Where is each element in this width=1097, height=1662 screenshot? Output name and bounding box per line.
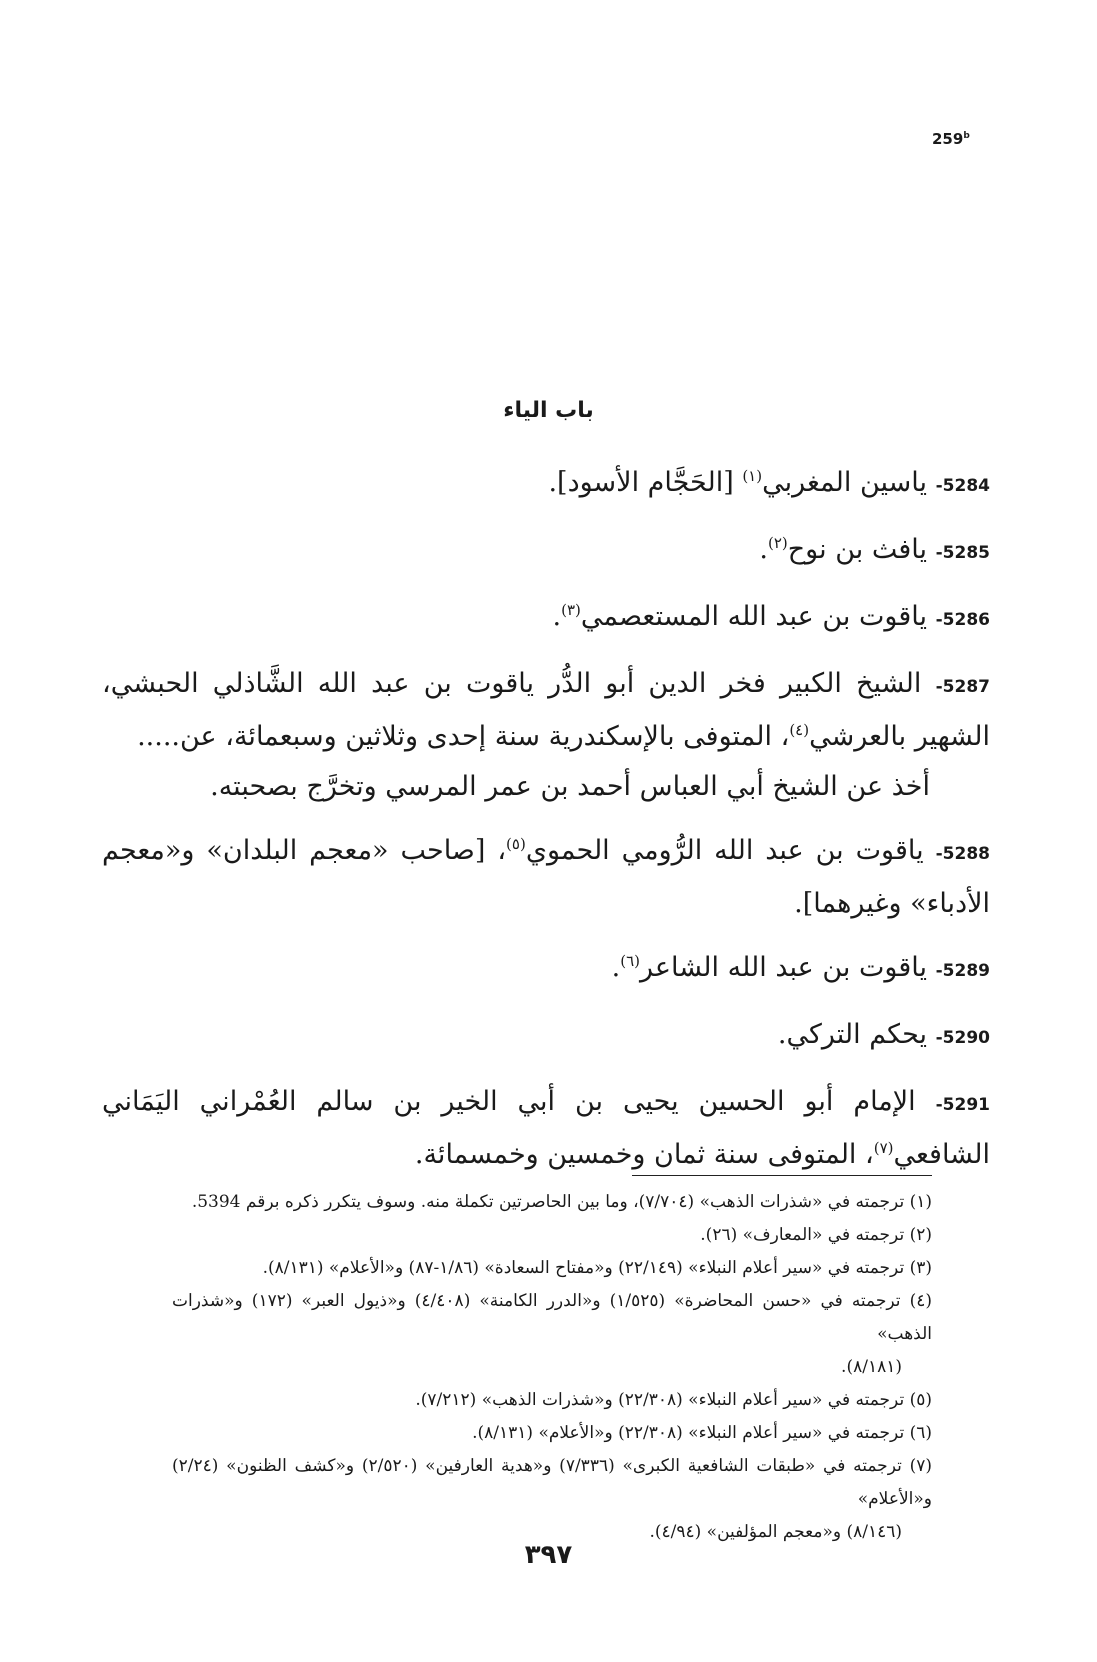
footnote-ref: (٢) [767, 534, 788, 552]
entry-number: 5289- [935, 961, 990, 981]
footnote-divider [632, 1175, 932, 1176]
footnote [172, 1384, 932, 1417]
entry-number: 5288- [935, 844, 990, 864]
footnote-text: (١) ترجمته في «شذرات الذهب» (٧/٧٠٤)، وما بين الحاصرتين تكملة منه. وسوف يتكرر ذكره برقم 5394. [191, 1192, 932, 1212]
entry-text-after: ، [صاحب «معجم البلدان» و«معجم الأدباء» وغيرهما]. [102, 835, 990, 919]
entry [102, 458, 990, 511]
entry-text: ياقوت بن عبد الله الشاعر [639, 952, 936, 983]
footnote-ref: (٥) [506, 835, 526, 853]
footnote [172, 1186, 932, 1219]
entry-number: 5287- [935, 677, 990, 697]
entry-text-after: [الحَجَّام الأسود]. [548, 467, 743, 498]
entry [102, 659, 990, 812]
entry-text: الإمام أبو الحسين يحيى بن أبي الخير بن سالم العُمْراني اليَمَاني الشافعي [102, 1086, 990, 1170]
entry-number: 5290- [935, 1028, 990, 1048]
footnote-ref: (٧) [873, 1139, 894, 1157]
entry-continuation: أخذ عن الشيخ أبي العباس أحمد بن عمر المرسي وتخرَّج بصحبته. [210, 771, 930, 802]
page-number: ٣٩٧ [524, 1540, 573, 1570]
entries-list [102, 458, 990, 1194]
footnote-text: (٢) ترجمته في «المعارف» (٢٦). [700, 1225, 932, 1245]
footnotes [172, 1186, 932, 1549]
footnote [172, 1417, 932, 1450]
entry [102, 943, 990, 996]
entry [102, 1077, 990, 1180]
entry-text: ياسين المغربي [762, 467, 936, 498]
entry-text-after: ، المتوفى بالإسكندرية سنة إحدى وثلاثين وسبعمائة، عن..... [137, 721, 790, 752]
entry-text-after: ، المتوفى سنة ثمان وخمسين وخمسمائة. [414, 1139, 874, 1170]
footnote-text: (٧) ترجمته في «طبقات الشافعية الكبرى» (٧/٣٣٦) و«هدية العارفين» (٢/٥٢٠) و«كشف الظنون» (٢/٢٤) و«الأعلام» [172, 1456, 932, 1509]
entry-number: 5285- [935, 543, 990, 563]
entry [102, 826, 990, 929]
footnote-text: (٣) ترجمته في «سير أعلام النبلاء» (٢٢/١٤٩) و«مفتاح السعادة» (١/٨٦-٨٧) و«الأعلام» (٨/١٣١). [262, 1258, 932, 1278]
footnote-ref: (٤) [789, 721, 810, 739]
footnote-text: (٥) ترجمته في «سير أعلام النبلاء» (٢٢/٣٠٨) و«شذرات الذهب» (٧/٢١٢). [415, 1390, 932, 1410]
entry-text-after: . [552, 601, 562, 632]
entry-text: ياقوت بن عبد الله المستعصمي [580, 601, 936, 632]
footnote-continuation: (٨/١٨١). [841, 1357, 902, 1377]
entry-text-after: . [611, 952, 621, 983]
footnote [172, 1219, 932, 1252]
footnote [172, 1285, 932, 1384]
footnote [172, 1450, 932, 1549]
footnote [172, 1252, 932, 1285]
entry-text: يحكم التركي. [777, 1019, 936, 1050]
entry [102, 592, 990, 645]
entry-number: 5284- [935, 476, 990, 496]
entry [102, 1010, 990, 1063]
entry-text: يافث بن نوح [787, 534, 936, 565]
footnote-text: (٤) ترجمته في «حسن المحاضرة» (١/٥٢٥) و«الدرر الكامنة» (٤/٤٠٨) و«ذيول العبر» (١٧٢) و«شذرات الذهب» [172, 1291, 933, 1344]
section-title: باب الياء [503, 398, 594, 423]
folio-marker: 259$^b$ [932, 130, 970, 148]
entry-number: 5291- [935, 1095, 990, 1115]
footnote-continuation: (٨/١٤٦) و«معجم المؤلفين» (٤/٩٤). [649, 1522, 902, 1542]
entry-text: الشيخ الكبير فخر الدين أبو الدُّر ياقوت بن عبد الله الشَّاذلي الحبشي، الشهير بالعرشي [102, 668, 990, 752]
footnote-ref: (١) [742, 467, 763, 485]
footnote-ref: (٦) [620, 952, 640, 970]
entry [102, 525, 990, 578]
footnote-text: (٦) ترجمته في «سير أعلام النبلاء» (٢٢/٣٠٨) و«الأعلام» (٨/١٣١). [472, 1423, 932, 1443]
entry-text-after: . [759, 534, 768, 565]
entry-number: 5286- [935, 610, 990, 630]
footnote-ref: (٣) [561, 601, 581, 619]
entry-text: ياقوت بن عبد الله الرُّومي الحموي [525, 835, 936, 866]
